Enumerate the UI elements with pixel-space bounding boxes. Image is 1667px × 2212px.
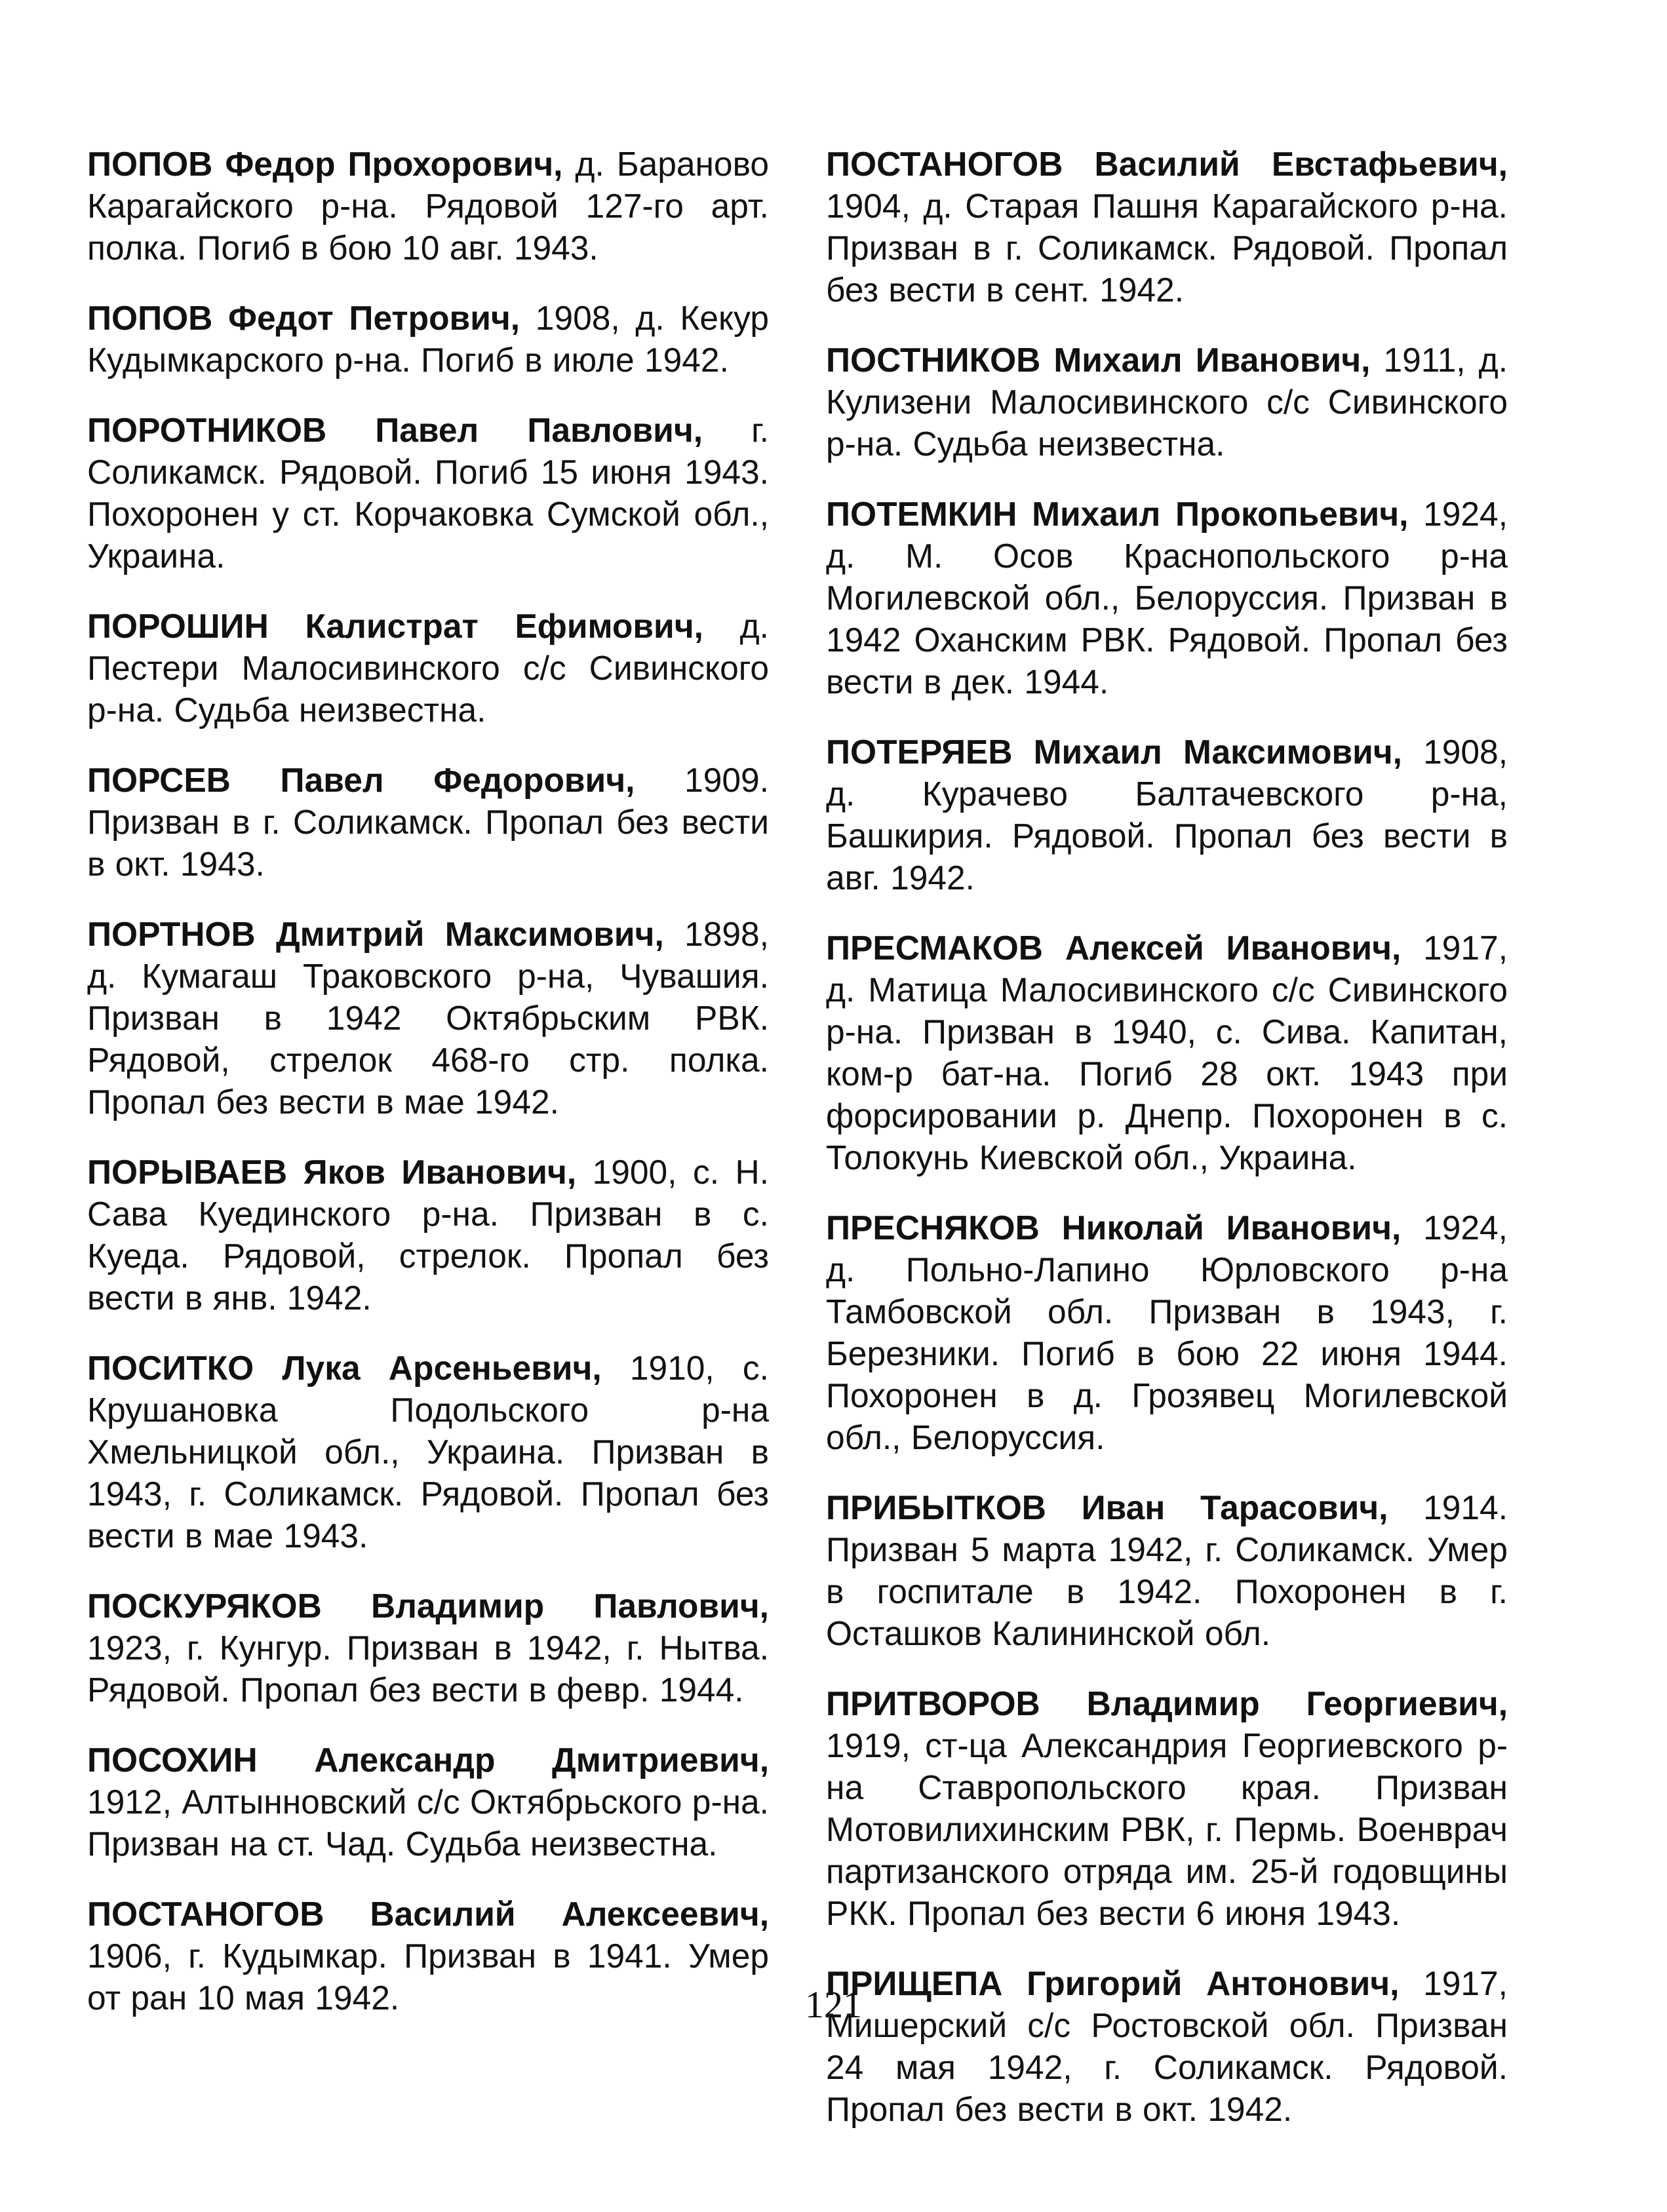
entry-presmakov [826, 927, 1508, 1178]
entry-text: 1919, ст-ца Александрия Георгиевского р-на Ставропольского края. Призван Мотовилихинским РВК, г. Пермь. Военврач партизанского отряда им. 25-й годовщины РКК. Пропал без вести 6 июня 1943. [826, 1726, 1508, 1932]
entry-portnov [87, 913, 769, 1123]
entry-popov-fedot [87, 297, 769, 381]
entry-text: 1898, д. Кумагаш Траковского р-на, Чувашия. Призван в 1942 Октябрьским РВК. Рядовой, стрелок 468-го стр. полка. Пропал без вести в мае 1942. [87, 915, 769, 1121]
entry-pritvorov [826, 1682, 1508, 1934]
entry-name: ПОРЫВАЕВ Яков Иванович, [87, 1153, 577, 1191]
entry-poteryaev [826, 731, 1508, 899]
entry-text: 1912, Алтынновский с/с Октябрьского р-на. Призван на ст. Чад. Судьба неизвестна. [87, 1783, 769, 1863]
page-number: 121 [805, 1983, 862, 2026]
entry-name: ПОСКУРЯКОВ Владимир Павлович, [87, 1587, 769, 1625]
entry-text: 1904, д. Старая Пашня Карагайского р-на. Призван в г. Соликамск. Рядовой. Пропал без вести в сент. 1942. [826, 187, 1508, 309]
entry-text: 1917, Мишерский с/с Ростовской обл. Призван 24 мая 1942, г. Соликамск. Рядовой. Пропал без вести в окт. 1942. [826, 1964, 1508, 2128]
entry-poskuryakov [87, 1585, 769, 1711]
entry-text: 1909. Призван в г. Соликамск. Пропал без вести в окт. 1943. [87, 761, 769, 883]
entry-name: ПРИБЫТКОВ Иван Тарасович, [826, 1488, 1388, 1526]
entry-postanogov-vasily-evstafievich [826, 143, 1508, 311]
entry-postnikov [826, 339, 1508, 465]
entry-text: 1910, с. Крушановка Подольского р-на Хмельницкой обл., Украина. Призван в 1943, г. Соликамск. Рядовой. Пропал без вести в мае 1943. [87, 1349, 769, 1555]
entry-name: ПОПОВ Федор Прохорович, [87, 145, 563, 183]
entry-text: 1908, д. Курачево Балтачевского р-на, Башкирия. Рядовой. Пропал без вести в авг. 1942. [826, 733, 1508, 897]
entry-text: 1914. Призван 5 марта 1942, г. Соликамск. Умер в госпитале в 1942. Похоронен в г. Осташков Калининской обл. [826, 1488, 1508, 1652]
entry-text: 1924, д. М. Осов Краснопольского р-на Могилевской обл., Белоруссия. Призван в 1942 Оханским РВК. Рядовой. Пропал без вести в дек. 1944. [826, 495, 1508, 701]
entry-name: ПОТЕРЯЕВ Михаил Максимович, [826, 733, 1402, 771]
entry-popov-fedor [87, 143, 769, 269]
entry-positko [87, 1347, 769, 1557]
left-column [87, 143, 769, 2047]
entry-text: 1900, с. Н. Сава Куединского р-на. Призван в с. Куеда. Рядовой, стрелок. Пропал без вести в янв. 1942. [87, 1153, 769, 1317]
entry-name: ПОСТАНОГОВ Василий Алексеевич, [87, 1895, 769, 1933]
entry-porsev [87, 759, 769, 885]
entry-name: ПРЕСНЯКОВ Николай Иванович, [826, 1209, 1402, 1247]
entry-name: ПОРТНОВ Дмитрий Максимович, [87, 915, 664, 953]
entry-name: ПОРСЕВ Павел Федорович, [87, 761, 635, 799]
entry-name: ПОПОВ Федот Петрович, [87, 299, 520, 337]
entry-potemkin [826, 493, 1508, 703]
entry-pribytkov [826, 1486, 1508, 1654]
entry-posokhin [87, 1739, 769, 1865]
entry-text: д. Пестери Малосивинского с/с Сивинского р-на. Судьба неизвестна. [87, 607, 769, 729]
entry-text: 1906, г. Кудымкар. Призван в 1941. Умер от ран 10 мая 1942. [87, 1937, 769, 2017]
entry-text: г. Соликамск. Рядовой. Погиб 15 июня 1943. Похоронен у ст. Корчаковка Сумской обл., Украина. [87, 411, 769, 575]
entry-name: ПОРОШИН Калистрат Ефимович, [87, 607, 703, 645]
entry-name: ПОСИТКО Лука Арсеньевич, [87, 1349, 602, 1387]
entry-text: д. Бараново Карагайского р-на. Рядовой 127-го арт. полка. Погиб в бою 10 авг. 1943. [87, 145, 769, 267]
entry-name: ПРИЩЕПА Григорий Антонович, [826, 1964, 1400, 2002]
entry-name: ПОРОТНИКОВ Павел Павлович, [87, 411, 703, 449]
right-column [826, 143, 1508, 2158]
entry-name: ПОСТАНОГОВ Василий Евстафьевич, [826, 145, 1508, 183]
entry-porotnikov [87, 409, 769, 577]
entry-name: ПОТЕМКИН Михаил Прокопьевич, [826, 495, 1409, 533]
entry-text: 1917, д. Матица Малосивинского с/с Сивинского р-на. Призван в 1940, с. Сива. Капитан, ком-р бат-на. Погиб 28 окт. 1943 при форсировании р. Днепр. Похоронен в с. Толокунь Киевской обл., Украина. [826, 929, 1508, 1176]
entry-name: ПОСОХИН Александр Дмитриевич, [87, 1741, 769, 1779]
entry-text: 1923, г. Кунгур. Призван в 1942, г. Нытва. Рядовой. Пропал без вести в февр. 1944. [87, 1629, 769, 1709]
entry-text: 1924, д. Польно-Лапино Юрловского р-на Тамбовской обл. Призван в 1943, г. Березники. Погиб в бою 22 июня 1944. Похоронен в д. Грозявец Могилевской обл., Белоруссия. [826, 1209, 1508, 1456]
entry-name: ПРИТВОРОВ Владимир Георгиевич, [826, 1684, 1508, 1722]
entry-presnyakov [826, 1207, 1508, 1458]
entry-text: 1908, д. Кекур Кудымкарского р-на. Погиб в июле 1942. [87, 299, 769, 379]
entry-poroshin [87, 605, 769, 731]
entry-poryvaev [87, 1151, 769, 1319]
entry-name: ПРЕСМАКОВ Алексей Иванович, [826, 929, 1402, 967]
entry-name: ПОСТНИКОВ Михаил Иванович, [826, 341, 1371, 379]
entry-text: 1911, д. Кулизени Малосивинского с/с Сивинского р-на. Судьба неизвестна. [826, 341, 1508, 463]
